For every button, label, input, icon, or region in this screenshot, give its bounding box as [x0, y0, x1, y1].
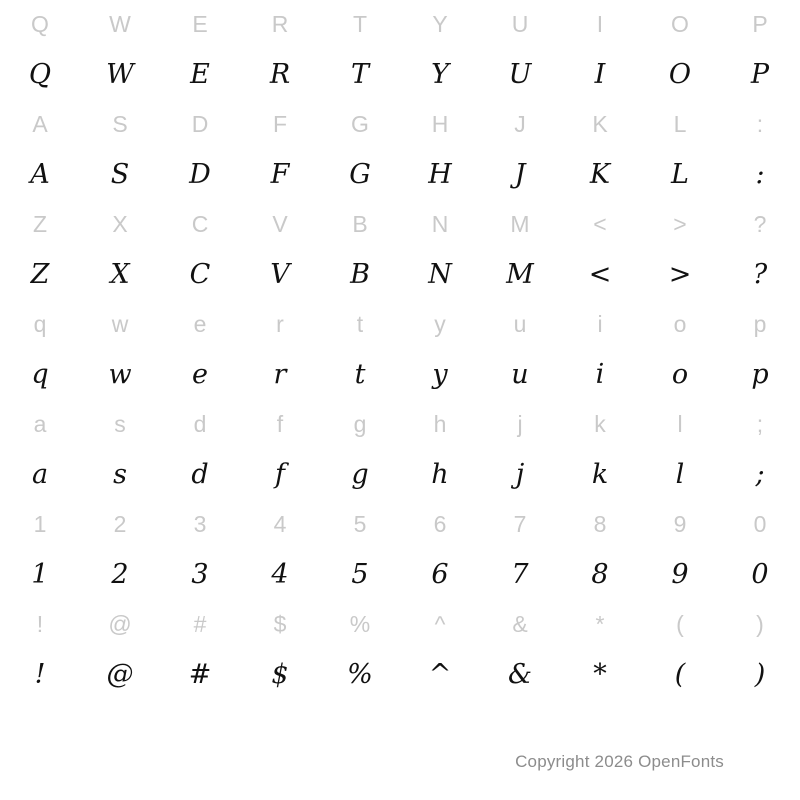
key-label: F — [272, 110, 288, 137]
key-label-row — [0, 200, 800, 248]
glyph: s — [113, 458, 127, 490]
key-label: D — [191, 110, 209, 137]
glyph: B — [350, 258, 370, 290]
key-label: 7 — [513, 510, 527, 537]
key-label: o — [673, 310, 687, 337]
glyph: I — [594, 58, 606, 90]
row-pair — [0, 0, 800, 100]
key-label-row — [0, 100, 800, 148]
key-label: ! — [36, 610, 44, 637]
key-label: k — [594, 410, 606, 437]
key-label: U — [511, 10, 529, 37]
glyph-row — [0, 48, 800, 100]
glyph: e — [192, 358, 208, 390]
key-label: Q — [31, 10, 49, 37]
key-label: M — [510, 210, 530, 237]
key-label: B — [352, 210, 368, 237]
key-label: q — [33, 310, 47, 337]
glyph-row — [0, 448, 800, 500]
key-label: 9 — [673, 510, 687, 537]
glyph: A — [30, 158, 50, 190]
glyph: Q — [28, 58, 52, 90]
key-label: 4 — [273, 510, 287, 537]
key-label: r — [276, 310, 284, 337]
key-label: A — [32, 110, 48, 137]
glyph: N — [428, 258, 452, 290]
key-label: ( — [676, 610, 684, 637]
glyph: u — [511, 358, 529, 390]
glyph: H — [428, 158, 452, 190]
key-label: N — [431, 210, 449, 237]
key-label-row — [0, 500, 800, 548]
glyph: y — [432, 358, 448, 390]
glyph: o — [671, 358, 689, 390]
key-label: 2 — [113, 510, 127, 537]
key-label: f — [276, 410, 284, 437]
key-label: u — [513, 310, 527, 337]
copyright-notice: Copyright 2026 OpenFonts — [515, 752, 724, 771]
key-label: T — [352, 10, 368, 37]
key-label: V — [272, 210, 288, 237]
key-label: ) — [756, 610, 764, 637]
glyph: 0 — [751, 558, 769, 590]
key-label: d — [193, 410, 207, 437]
key-label: H — [431, 110, 449, 137]
glyph-row — [0, 248, 800, 300]
glyph: X — [110, 258, 130, 290]
key-label: e — [193, 310, 207, 337]
glyph: t — [354, 358, 366, 390]
glyph: C — [189, 258, 211, 290]
key-label: p — [753, 310, 767, 337]
key-label: C — [191, 210, 209, 237]
glyph: p — [751, 358, 769, 390]
glyph: 2 — [111, 558, 129, 590]
key-label-row — [0, 0, 800, 48]
key-label: P — [752, 10, 768, 37]
glyph: d — [191, 458, 209, 490]
key-label: a — [33, 410, 47, 437]
glyph: & — [507, 658, 533, 690]
key-label-row — [0, 300, 800, 348]
key-label: ^ — [434, 610, 446, 637]
glyph: ^ — [428, 658, 452, 690]
glyph: Z — [30, 258, 50, 290]
key-label: * — [595, 610, 605, 637]
key-label: w — [111, 310, 129, 337]
key-label: ? — [753, 210, 767, 237]
glyph: k — [591, 458, 609, 490]
glyph: i — [595, 358, 605, 390]
key-label: t — [356, 310, 364, 337]
glyph: j — [515, 458, 525, 490]
glyph: * — [593, 658, 607, 690]
glyph: l — [675, 458, 685, 490]
key-label: s — [114, 410, 126, 437]
glyph: h — [431, 458, 449, 490]
key-label: 0 — [753, 510, 767, 537]
glyph: U — [508, 58, 532, 90]
key-label: J — [514, 110, 526, 137]
key-label: 5 — [353, 510, 367, 537]
glyph: < — [588, 258, 612, 290]
glyph: ; — [755, 458, 765, 490]
key-label: E — [192, 10, 208, 37]
glyph: W — [106, 58, 134, 90]
glyph: 8 — [591, 558, 609, 590]
glyph: P — [750, 58, 770, 90]
key-label: L — [673, 110, 687, 137]
row-pair — [0, 400, 800, 500]
key-label: X — [112, 210, 128, 237]
glyph: ! — [34, 658, 46, 690]
glyph: R — [269, 58, 291, 90]
glyph: ( — [674, 658, 686, 690]
row-pair — [0, 300, 800, 400]
glyph: 5 — [351, 558, 369, 590]
glyph: Y — [431, 58, 449, 90]
glyph: J — [514, 158, 526, 190]
glyph: K — [589, 158, 611, 190]
glyph: ) — [754, 658, 766, 690]
key-label-row — [0, 400, 800, 448]
glyph: 7 — [511, 558, 529, 590]
key-label: > — [673, 210, 687, 237]
key-label: R — [271, 10, 289, 37]
glyph: : — [755, 158, 765, 190]
key-label: 1 — [33, 510, 47, 537]
glyph: w — [108, 358, 132, 390]
row-pair — [0, 500, 800, 600]
key-label: 8 — [593, 510, 607, 537]
glyph: F — [270, 158, 290, 190]
key-label: j — [517, 410, 523, 437]
key-label: G — [351, 110, 369, 137]
glyph: V — [270, 258, 290, 290]
key-label-row — [0, 600, 800, 648]
glyph: > — [668, 258, 692, 290]
glyph: $ — [271, 658, 289, 690]
glyph: ? — [752, 258, 768, 290]
glyph: O — [668, 58, 692, 90]
glyph: 9 — [671, 558, 689, 590]
glyph: g — [351, 458, 369, 490]
key-label: & — [512, 610, 528, 637]
glyph: % — [347, 658, 373, 690]
glyph: @ — [106, 658, 134, 690]
key-label: Z — [32, 210, 48, 237]
key-label: ; — [756, 410, 764, 437]
glyph: 3 — [191, 558, 209, 590]
glyph: 1 — [31, 558, 49, 590]
glyph: S — [110, 158, 130, 190]
key-label: h — [433, 410, 447, 437]
key-label: % — [349, 610, 371, 637]
key-label: 3 — [193, 510, 207, 537]
key-label: I — [596, 10, 604, 37]
glyph-row — [0, 148, 800, 200]
key-label: @ — [108, 610, 132, 637]
glyph: T — [350, 58, 369, 90]
glyph: E — [190, 58, 210, 90]
key-label: < — [593, 210, 607, 237]
glyph: q — [31, 358, 49, 390]
glyph: r — [273, 358, 287, 390]
key-label: : — [756, 110, 764, 137]
row-pair — [0, 100, 800, 200]
glyph-row — [0, 648, 800, 700]
key-label: i — [597, 310, 603, 337]
glyph: 4 — [271, 558, 289, 590]
key-label: K — [592, 110, 608, 137]
glyph: G — [349, 158, 371, 190]
key-label: y — [434, 310, 446, 337]
row-pair — [0, 200, 800, 300]
key-label: # — [193, 610, 207, 637]
row-pair — [0, 600, 800, 700]
key-label: $ — [273, 610, 287, 637]
glyph: f — [275, 458, 285, 490]
glyph: 6 — [431, 558, 449, 590]
glyph: a — [31, 458, 49, 490]
key-label: O — [671, 10, 689, 37]
glyph-row — [0, 348, 800, 400]
key-label: W — [109, 10, 131, 37]
glyph: L — [671, 158, 689, 190]
key-label: Y — [432, 10, 448, 37]
key-label: 6 — [433, 510, 447, 537]
key-label: S — [112, 110, 128, 137]
glyph: M — [506, 258, 534, 290]
key-label: l — [677, 410, 683, 437]
glyph: D — [189, 158, 211, 190]
key-label: g — [353, 410, 367, 437]
glyph: # — [188, 658, 212, 690]
glyph-row — [0, 548, 800, 600]
